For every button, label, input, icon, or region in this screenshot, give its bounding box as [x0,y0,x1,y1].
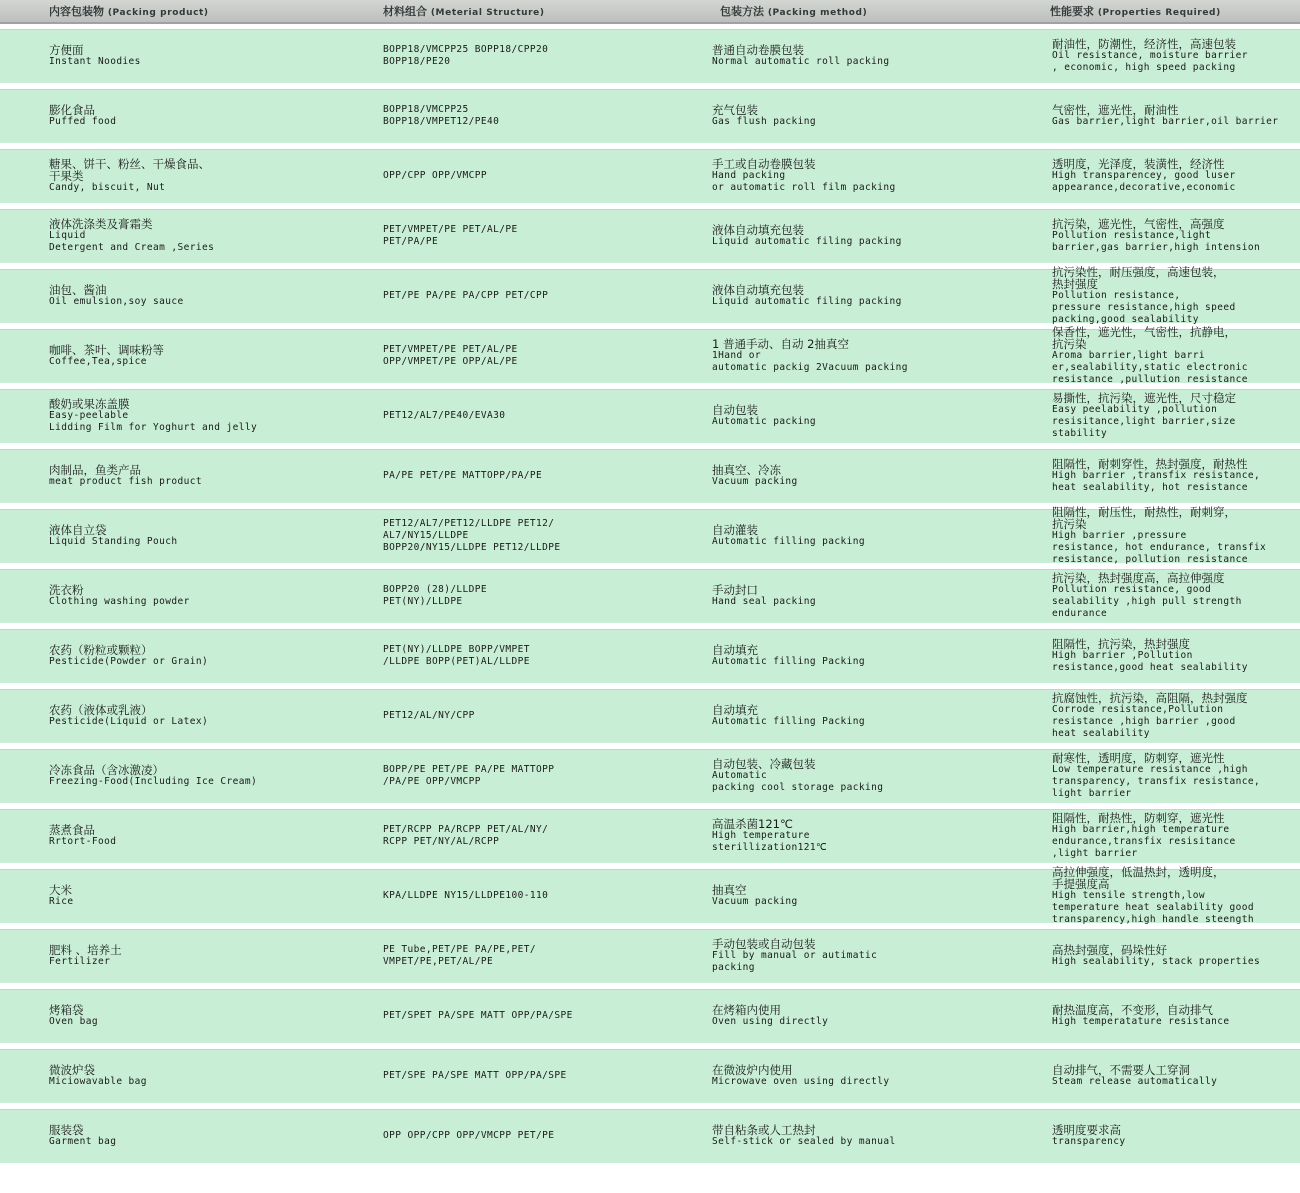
product-cell [49,449,369,503]
table-row [0,929,1300,983]
packing-method-cell [712,689,1032,743]
properties-cn: 透明度要求高 [1052,1123,1121,1137]
product-name-cn: 洗衣粉 [49,583,84,597]
material-structure-cell: PET/VMPET/PE PET/AL/PE PET/PA/PE [383,224,518,247]
packing-method-cell [712,389,1032,443]
packing-method-en: Hand seal packing [712,596,817,607]
material-structure-cell: BOPP20 (28)/LLDPE PET(NY)/LLDPE [383,584,488,607]
product-name-en: Pesticide(Powder or Grain) [49,656,209,667]
packing-method-cn: 自动填充 [712,703,758,717]
packing-method-en: Automatic packing [712,416,817,427]
header-packing-product: 内容包装物 (Packing product) [49,5,209,18]
properties-cn: 高热封强度，码垛性好 [1052,943,1167,957]
product-cell [49,269,369,323]
product-name-en: Fertilizer [49,956,111,967]
properties-cell [1052,629,1292,683]
properties-en: High barrier ,Pollution resistance,good heat sealability [1052,650,1248,673]
packing-method-cell [712,629,1032,683]
packing-method-en: Automatic packing cool storage packing [712,770,884,793]
packing-method-en: Vacuum packing [712,896,798,907]
properties-cell [1052,265,1292,325]
properties-cell [1052,989,1292,1043]
product-name-cn: 农药（粉粒或颗粒） [49,643,153,657]
table-row [0,29,1300,83]
product-name-en: Oil emulsion,soy sauce [49,296,184,307]
properties-cn: 耐油性，防潮性，经济性，高速包装 [1052,37,1236,51]
product-name-en: Rice [49,896,74,907]
material-structure-cell: PET/VMPET/PE PET/AL/PE OPP/VMPET/PE OPP/AL/PE [383,344,518,367]
product-cell [49,29,369,83]
packing-method-cn: 抽真空 [712,883,747,897]
material-structure-cell: BOPP18/VMCPP25 BOPP18/VMPET12/PE40 [383,104,500,127]
packing-method-en: Oven using directly [712,1016,829,1027]
packing-method-cell [712,29,1032,83]
packing-method-cell [712,1049,1032,1103]
properties-cn: 高拉伸强度，低温热封，透明度， 手提强度高 [1052,865,1225,891]
product-name-cn: 糖果、饼干、粉丝、干燥食品、 干果类 [49,157,210,183]
packing-method-en: Vacuum packing [712,476,798,487]
product-name-en: Pesticide(Liquid or Latex) [49,716,209,727]
packing-method-cell [712,329,1032,383]
material-structure-cell: PET12/AL7/PET12/LLDPE PET12/ AL7/NY15/LLDPE BOPP20/NY15/LLDPE PET12/LLDPE [383,518,561,553]
packing-method-en: Automatic filling packing [712,536,865,547]
product-name-cn: 方便面 [49,43,84,57]
header-material-structure: 材料组合 (Meterial Structure) [383,5,545,18]
packing-method-en: 1Hand or automatic packig 2Vacuum packing [712,350,908,373]
properties-cell [1052,89,1292,143]
product-name-cn: 膨化食品 [49,103,95,117]
properties-en: Pollution resistance,light barrier,gas barrier,high intension [1052,230,1261,253]
table-row [0,209,1300,263]
packing-method-cell [712,269,1032,323]
header-properties-required: 性能要求 (Properties Required) [1050,5,1221,18]
table-row [0,629,1300,683]
product-cell [49,149,369,203]
packing-method-cn: 手动包装或自动包装 [712,937,816,951]
properties-en: transparency [1052,1136,1126,1147]
packing-method-cn: 1 普通手动、自动 2抽真空 [712,337,849,351]
properties-cell [1052,929,1292,983]
table-row [0,449,1300,503]
product-cell [49,749,369,803]
product-name-en: Miciowavable bag [49,1076,147,1087]
product-cell [49,509,369,563]
properties-en: Oil resistance, moisture barrier , economic, high speed packing [1052,50,1248,73]
properties-en: Easy peelability ,pollution resisitance,light barrier,size stability [1052,404,1236,439]
table-row [0,149,1300,203]
material-structure-cell: PET12/AL/NY/CPP [383,710,475,721]
product-cell [49,809,369,863]
material-structure-cell: PET(NY)/LLDPE BOPP/VMPET /LLDPE BOPP(PET)AL/LLDPE [383,644,530,667]
material-structure-cell: PET/SPET PA/SPE MATT OPP/PA/SPE [383,1010,573,1021]
packing-method-cn: 手工或自动卷膜包装 [712,157,816,171]
properties-cn: 阻隔性，耐热性，防刺穿，遮光性 [1052,811,1225,825]
properties-en: High barrier,high temperature endurance,transfix resisitance ,light barrier [1052,824,1236,859]
properties-cn: 抗污染，热封强度高，高拉伸强度 [1052,571,1225,585]
table-row [0,1109,1300,1163]
properties-cn: 耐热温度高，不变形，自动排气 [1052,1003,1213,1017]
table-header [0,0,1300,24]
product-cell [49,629,369,683]
product-name-en: Easy-peelable Lidding Film for Yoghurt and jelly [49,410,258,433]
properties-cell [1052,209,1292,263]
properties-cn: 抗腐蚀性，抗污染，高阻隔，热封强度 [1052,691,1248,705]
packing-method-cn: 在微波炉内使用 [712,1063,793,1077]
material-structure-cell: PE Tube,PET/PE PA/PE,PET/ VMPET/PE,PET/AL/PE [383,944,536,967]
packing-method-en: Hand packing or automatic roll film packing [712,170,896,193]
product-name-en: Rrtort-Food [49,836,117,847]
product-name-cn: 服装袋 [49,1123,84,1137]
packing-method-cn: 高温杀菌121℃ [712,817,793,831]
material-structure-cell: OPP OPP/CPP OPP/VMCPP PET/PE [383,1130,555,1141]
properties-cn: 保香性，遮光性，气密性，抗静电， 抗污染 [1052,325,1236,351]
properties-en: High transparencey, good luser appearance,decorative,economic [1052,170,1236,193]
packing-method-en: Liquid automatic filing packing [712,236,902,247]
material-structure-cell: PET/PE PA/PE PA/CPP PET/CPP [383,290,549,301]
product-name-en: Liquid Detergent and Cream ,Series [49,230,215,253]
material-structure-cell: OPP/CPP OPP/VMCPP [383,170,488,181]
properties-cn: 气密性，遮光性，耐油性 [1052,103,1179,117]
packing-method-cn: 充气包装 [712,103,758,117]
packing-method-en: Liquid automatic filing packing [712,296,902,307]
product-name-cn: 肉制品，鱼类产品 [49,463,141,477]
packing-method-cell [712,509,1032,563]
product-name-en: meat product fish product [49,476,202,487]
packing-method-en: High temperature sterillization121℃ [712,830,828,853]
product-cell [49,989,369,1043]
material-structure-cell: PET/SPE PA/SPE MATT OPP/PA/SPE [383,1070,567,1081]
product-name-en: Coffee,Tea,spice [49,356,147,367]
properties-cell [1052,389,1292,443]
table-row [0,325,1300,385]
properties-cell [1052,809,1292,863]
properties-cn: 透明度，光泽度，装潢性，经济性 [1052,157,1225,171]
product-name-cn: 肥料 、培养土 [49,943,122,957]
properties-en: Aroma barrier,light barri er,sealability,static electronic resistance ,pullution resistance [1052,350,1248,385]
product-name-en: Liquid Standing Pouch [49,536,178,547]
properties-cn: 抗污染性，耐压强度，高速包装， 热封强度 [1052,265,1225,291]
packing-method-en: Self-stick or sealed by manual [712,1136,896,1147]
table-row [0,689,1300,743]
packing-method-cell [712,449,1032,503]
properties-en: Low temperature resistance ,high transparency, transfix resistance, light barrier [1052,764,1261,799]
properties-en: Corrode resistance,Pollution resistance ,high barrier ,good heat sealability [1052,704,1236,739]
properties-en: Steam release automatically [1052,1076,1218,1087]
header-packing-method: 包装方法 (Packing method) [720,5,868,18]
product-name-en: Garment bag [49,1136,117,1147]
properties-cn: 阻隔性，耐刺穿性，热封强度，耐热性 [1052,457,1248,471]
packing-method-en: Automatic filling Packing [712,716,865,727]
packing-method-en: Normal automatic roll packing [712,56,890,67]
product-name-en: Clothing washing powder [49,596,190,607]
product-name-en: Puffed food [49,116,117,127]
packing-method-cn: 液体自动填充包装 [712,283,804,297]
product-name-cn: 咖啡、茶叶、调味粉等 [49,343,164,357]
table-body [0,29,1300,1169]
properties-cn: 易撕性，抗污染，遮光性，尺寸稳定 [1052,391,1236,405]
packing-method-cn: 抽真空、冷冻 [712,463,781,477]
product-name-en: Instant Noodies [49,56,141,67]
properties-cell [1052,569,1292,623]
packing-method-en: Fill by manual or autimatic packing [712,950,878,973]
properties-en: High tensile strength,low temperature heat sealability good transparency,high handle steength [1052,890,1254,925]
product-name-cn: 冷冻食品（含冰激凌） [49,763,164,777]
packing-method-cell [712,89,1032,143]
material-structure-cell: PA/PE PET/PE MATTOPP/PA/PE [383,470,543,481]
packing-method-cell [712,929,1032,983]
packing-method-cn: 液体自动填充包装 [712,223,804,237]
product-cell [49,1049,369,1103]
packing-method-cell [712,869,1032,923]
packing-method-cell [712,209,1032,263]
properties-cell [1052,505,1292,565]
product-name-cn: 大米 [49,883,72,897]
product-name-cn: 蒸煮食品 [49,823,95,837]
packing-method-cn: 普通自动卷膜包装 [712,43,804,57]
material-structure-cell: PET/RCPP PA/RCPP PET/AL/NY/ RCPP PET/NY/AL/RCPP [383,824,549,847]
packing-method-cell [712,749,1032,803]
product-name-cn: 油包、酱油 [49,283,107,297]
product-name-en: Candy, biscuit, Nut [49,182,166,193]
material-structure-cell: PET12/AL7/PE40/EVA30 [383,410,506,421]
properties-cn: 阻隔性，耐压性，耐热性，耐刺穿， 抗污染 [1052,505,1236,531]
properties-cell [1052,449,1292,503]
properties-cn: 自动排气，不需要人工穿洞 [1052,1063,1190,1077]
properties-cn: 抗污染，遮光性，气密性，高强度 [1052,217,1225,231]
packing-method-cn: 自动填充 [712,643,758,657]
material-structure-cell: BOPP18/VMCPP25 BOPP18/CPP20 BOPP18/PE20 [383,44,549,67]
packing-method-en: Microwave oven using directly [712,1076,890,1087]
packing-method-cell [712,989,1032,1043]
product-cell [49,869,369,923]
properties-cell [1052,689,1292,743]
properties-en: High barrier ,pressure resistance, hot endurance, transfix resistance, pollution resistance [1052,530,1267,565]
properties-en: High barrier ,transfix resistance, heat sealability, hot resistance [1052,470,1261,493]
table-row [0,989,1300,1043]
table-row [0,749,1300,803]
product-name-en: Freezing-Food(Including Ice Cream) [49,776,258,787]
table-row [0,505,1300,565]
properties-en: High temperatature resistance [1052,1016,1230,1027]
material-structure-cell: KPA/LLDPE NY15/LLDPE100-110 [383,890,549,901]
product-name-cn: 液体自立袋 [49,523,107,537]
packing-method-cell [712,149,1032,203]
packing-method-cn: 自动包装、冷藏包装 [712,757,816,771]
product-name-cn: 酸奶或果冻盖膜 [49,397,130,411]
product-cell [49,329,369,383]
properties-cell [1052,1109,1292,1163]
table-row [0,389,1300,443]
product-name-cn: 微波炉袋 [49,1063,95,1077]
packing-method-cn: 在烤箱内使用 [712,1003,781,1017]
table-row [0,865,1300,925]
packing-method-en: Automatic filling Packing [712,656,865,667]
packing-method-cell [712,1109,1032,1163]
packing-method-cn: 自动包装 [712,403,758,417]
packing-method-cell [712,569,1032,623]
packing-method-cell [712,809,1032,863]
product-cell [49,569,369,623]
table-row [0,89,1300,143]
product-cell [49,89,369,143]
properties-en: Pollution resistance, good sealability ,high pull strength endurance [1052,584,1242,619]
product-cell [49,209,369,263]
properties-cn: 阻隔性，抗污染，热封强度 [1052,637,1190,651]
properties-cell [1052,749,1292,803]
product-name-en: Oven bag [49,1016,98,1027]
packing-method-en: Gas flush packing [712,116,817,127]
properties-cn: 耐寒性，透明度，防刺穿，遮光性 [1052,751,1225,765]
properties-cell [1052,149,1292,203]
table-row [0,569,1300,623]
product-cell [49,929,369,983]
properties-cell [1052,325,1292,385]
product-cell [49,1109,369,1163]
table-row [0,1049,1300,1103]
packing-method-cn: 手动封口 [712,583,758,597]
product-cell [49,389,369,443]
properties-en: Pollution resistance, pressure resistance,high speed packing,good sealability [1052,290,1236,325]
properties-cell [1052,1049,1292,1103]
properties-cell [1052,29,1292,83]
properties-en: High sealability, stack properties [1052,956,1261,967]
material-structure-cell: BOPP/PE PET/PE PA/PE MATTOPP /PA/PE OPP/VMCPP [383,764,555,787]
packing-method-cn: 自动灌装 [712,523,758,537]
properties-cell [1052,865,1292,925]
product-cell [49,689,369,743]
properties-en: Gas barrier,light barrier,oil barrier [1052,116,1279,127]
product-name-cn: 烤箱袋 [49,1003,84,1017]
product-name-cn: 农药（液体或乳液） [49,703,153,717]
table-row [0,809,1300,863]
product-name-cn: 液体洗涤类及膏霜类 [49,217,153,231]
table-row [0,265,1300,325]
packing-method-cn: 带自粘条或人工热封 [712,1123,816,1137]
